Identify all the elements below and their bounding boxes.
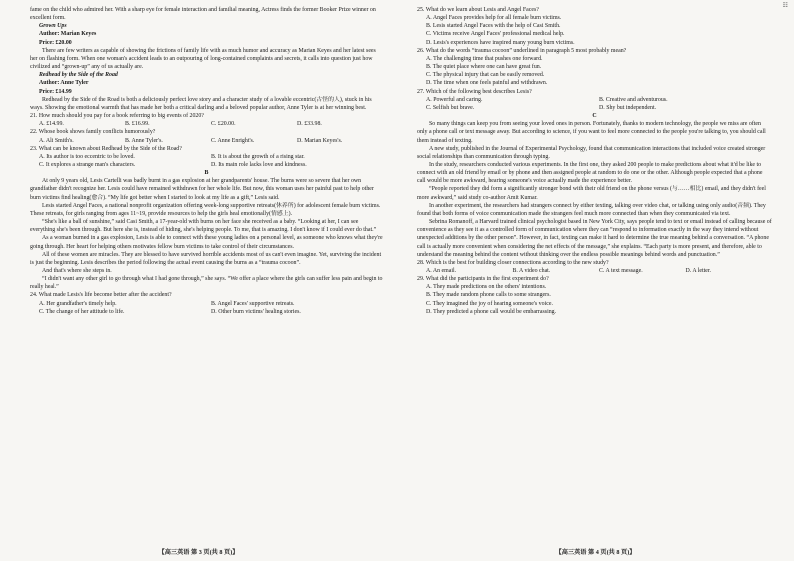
option: D. The time when one feels painful and withdrawn. <box>426 80 548 87</box>
question-21: 21. How much should you pay for a book referring to big events of 2020? <box>30 113 204 120</box>
option: A. The challenging time that pushes one forward. <box>426 55 543 62</box>
question-27-options <box>417 104 772 112</box>
section-heading-c: C <box>592 113 597 120</box>
book-title-grown-ups: Grown Ups <box>39 23 67 30</box>
option: A. An email. <box>426 268 457 274</box>
book-price: Price: £14.99 <box>39 88 72 95</box>
option: D. They predicted a phone call would be embarrassing. <box>426 308 557 315</box>
passage-paragraph: Lesis started Angel Faces, a national nonprofit organization offering week-long supportive retreats(休养所) for adolescent female burn victims. These retreats, for girls ranging from ages 11~19, provide resources to help the girls heal emotionally(情感上). <box>30 202 381 217</box>
option: D. A letter. <box>685 268 712 274</box>
passage-paragraph: So many things can keep you from seeing your loved ones in person. Fortunately, thanks to modern technology, the people we miss are often only a phone call or text message away. But according to science, if you want to feel more connected to the people you're talking to, you should call them instead of texting. <box>417 121 766 144</box>
book-description: There are few writers as capable of showing the frictions of family life with as much humor and accuracy as Marian Keyes and her latest sees her on flashing form. When one woman's accident leads to an outpouring of long-contained complaints and secrets, it calls into question just how civilized and “grown-up” any of us actually are. <box>30 47 376 71</box>
question-24: 24. What made Lesis's life become better after the accident? <box>30 292 172 299</box>
option: B. Anne Tyler's. <box>125 137 163 144</box>
book-author: Author: Anne Tyler <box>39 80 89 87</box>
page-footer: 【高三英语 第 4 页(共 8 页)】 <box>555 549 636 556</box>
question-23-options <box>30 161 383 169</box>
question-22: 22. Whose book shows family conflicts humorously? <box>30 129 156 136</box>
passage-paragraph: Sebrina Romanoff, a Harvard trained clinical psychologist based in New York City, says people tend to text or email instead of calling because of convenience as they see it as a controlled form of communication where they can “respond to information exactly in the way they intend without unexpected additions by the other person”. However, in fact, texting can make it hard to determine the true meaning behind a conversation. “A phone call is actually more convenient when considering the net effects of the message,” she explains. “Each party is more present, and therefore, able to understand the meaning behind the content without thinking over the endless possible meanings behind words and punctuation.” <box>417 219 772 258</box>
option: C. It explores a strange man's characters. <box>39 161 136 168</box>
book-description: Redhead by the Side of the Road is both a deliciously perfect love story and a character study of a lovable eccentric(古怪的人), stuck in his ways. Showing the emotional warmth that has made her both a critical darling and a beloved popular author, Anne Tyler is at her winning best. <box>30 96 372 111</box>
option: A. Angel Faces provides help for all female burn victims. <box>426 15 562 22</box>
option: A. Powerful and caring. <box>426 96 483 103</box>
left-column <box>30 6 383 316</box>
passage-paragraph: In another experiment, the researchers had strangers connect by either texting, talking over video chat, or talking using only audio(音频). They found that both forms of voice communication made the strangers feel much more connected than when they communicated via text. <box>417 202 766 217</box>
option: C. The physical injury that can be easily removed. <box>426 72 545 79</box>
option: A. They made predictions on the others' intentions. <box>426 284 547 291</box>
question-27: 27. Which of the following best describes Lesis? <box>417 88 532 95</box>
right-page <box>397 0 794 561</box>
option: A. £14.99. <box>39 121 64 128</box>
question-23: 23. What can be known about Redhead by the Side of the Road? <box>30 145 182 152</box>
passage-paragraph: “I didn't want any other girl to go through what I had gone through,” she says. “We offer a place where the girls can suffer less pain and begin to really heal.” <box>30 276 383 291</box>
option: C. A text message. <box>599 268 643 274</box>
option: D. Marian Keyes's. <box>297 137 343 144</box>
question-29: 29. What did the participants in the first experiment do? <box>417 276 549 283</box>
question-23-options <box>30 153 383 161</box>
option: C. The change of her attitude to life. <box>39 308 125 315</box>
book-author: Author: Marian Keyes <box>39 31 97 38</box>
question-24-options <box>30 308 383 316</box>
option: B. The quiet place where one can have great fun. <box>426 64 542 71</box>
passage-paragraph: At only 9 years old, Lesis Cartelli was badly burnt in a gas explosion at her grandparents' house. The burns were so severe that her own grandfather didn't recognize her. Lesis could have remained withdrawn for her whole life. But now, this woman uses her painful past to help other burn victims find healing(愈合). “My life got better when I started to look at my life as a gift,” Lesis said. <box>30 178 374 201</box>
option: B. Angel Faces' supportive retreats. <box>211 300 295 307</box>
passage-paragraph: A new study, published in the Journal of Experimental Psychology, found that communication interactions that included voice created stronger social relationships than communication through typing. <box>417 145 766 160</box>
option: A. Ali Smith's. <box>39 137 74 144</box>
option: B. It is about the growth of a rising star. <box>211 153 305 160</box>
option: C. They imagined the joy of hearing someone's voice. <box>426 300 553 307</box>
option: C. Anne Enright's. <box>211 137 255 144</box>
option: B. Creative and adventurous. <box>599 96 668 103</box>
question-25: 25. What do we learn about Lesis and Angel Faces? <box>417 7 539 13</box>
page-footer: 【高三英语 第 3 页(共 8 页)】 <box>158 549 239 556</box>
question-24-options <box>30 300 383 308</box>
passage-paragraph: “People reported they did form a significantly stronger bond with their old friend on the phone versus (与……相比) email, and they didn't feel more awkward,” said study co-author Amit Kumar. <box>417 186 766 201</box>
question-28: 28. Which is the best for building closer connections according to the new study? <box>417 259 609 266</box>
passage-paragraph: In the study, researchers conducted various experiments. In the first one, they asked 200 people to make predictions about what it'd be like to connect with an old friend by email or by phone and then assigned people at random to do one or the other. Although people expected that a phone call would be more awkward, hearing someone's voice actually made the experience better. <box>417 161 763 185</box>
option: D. Its main role lacks love and kindness. <box>211 161 307 168</box>
question-21-options <box>30 120 383 128</box>
option: B. £16.99. <box>125 121 150 128</box>
option: A. Her grandfather's timely help. <box>39 300 117 307</box>
passage-paragraph: And that's where she steps in. <box>42 268 112 274</box>
option: C. £20.00. <box>211 121 236 128</box>
question-26: 26. What do the words “trauma cocoon” underlined in paragraph 5 most probably mean? <box>417 47 627 54</box>
option: B. A video chat. <box>512 268 551 274</box>
option: B. Lesis started Angel Faces with the help of Casi Smith. <box>426 23 561 30</box>
option: B. They made random phone calls to some strangers. <box>426 292 551 299</box>
option: C. Selfish but brave. <box>426 104 475 111</box>
option: D. £33.98. <box>297 121 322 128</box>
passage-paragraph: All of these women are miracles. They are blessed to have survived horrible accidents most of us can't even imagine. Yet, surviving the incident is just the beginning. Lesis describes the period following the actual event causing the burns as a “trauma cocoon”. <box>30 251 382 266</box>
passage-a-end: fame on the child who admired her. With a sharp eye for female interaction and familial meaning, Actress finds the former Booker Prize winner on excellent form. <box>30 7 376 22</box>
option: D. Other burn victims' healing stories. <box>211 308 301 315</box>
option: A. Its author is too eccentric to be loved. <box>39 153 135 160</box>
passage-paragraph: As a woman burned in a gas explosion, Lesis is able to connect with these young ladies on a personal level, as someone who knows what they're going through. Her heart for helping others motivates fellow burn victims to take control of their circumstances. <box>30 235 383 250</box>
section-heading-b: B <box>204 170 209 177</box>
book-price: Price: £20.00 <box>39 39 72 46</box>
option: D. Shy but independent. <box>599 104 657 111</box>
right-column <box>417 6 772 316</box>
corner-mark: ☷ <box>782 2 788 9</box>
book-title-redhead: Redhead by the Side of the Road <box>39 72 118 79</box>
passage-paragraph: “She's like a ball of sunshine,” said Casi Smith, a 17-year-old with burns on her face she received as a baby. “Looking at her, I can see everything she's been through. But here she is, instead of hiding, she's helping people. To me, that is amazing. I don't know if I could ever do that.” <box>30 219 377 234</box>
question-22-options <box>30 137 383 145</box>
question-27-options <box>417 96 772 104</box>
option: C. Victims receive Angel Faces' professional medical help. <box>426 31 565 38</box>
question-28-options <box>417 267 772 275</box>
option: D. Lesis's experiences have inspired many young burn victims. <box>426 39 575 46</box>
